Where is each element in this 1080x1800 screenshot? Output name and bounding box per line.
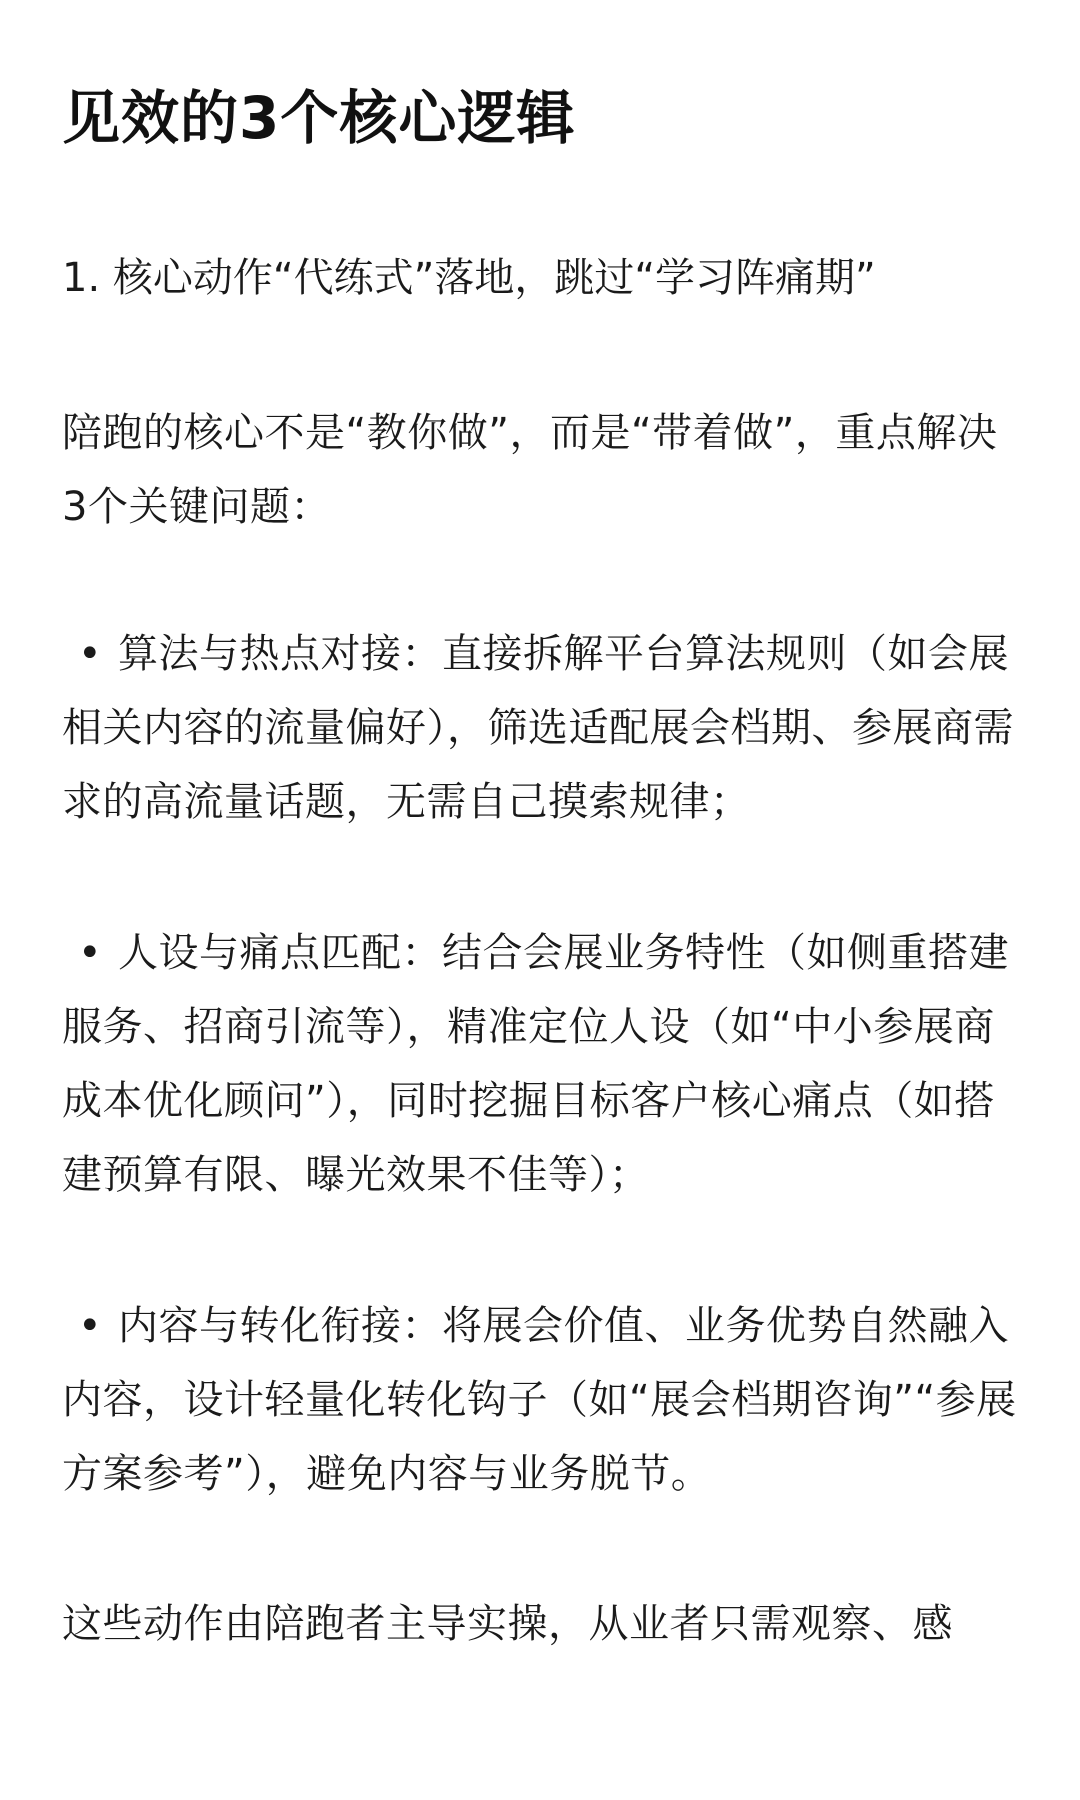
- section-heading: 1. 核心动作“代练式”落地，跳过“学习阵痛期”: [62, 255, 876, 301]
- closing-paragraph: 这些动作由陪跑者主导实操，从业者只需观察、感: [62, 1601, 953, 1647]
- bullet-marker: •: [77, 1303, 103, 1349]
- bullet-item-persona: [62, 916, 1022, 1212]
- bullet-text: 算法与热点对接：直接拆解平台算法规则（如会展相关内容的流量偏好），筛选适配展会档期、参展商需求的高流量话题，无需自己摸索规律；: [62, 631, 1014, 825]
- bullet-item-algorithm: [62, 617, 1022, 839]
- bullet-item-conversion: [62, 1289, 1022, 1511]
- article-title: 见效的3个核心逻辑: [62, 84, 576, 152]
- bullet-marker: •: [77, 631, 103, 677]
- bullet-text: 内容与转化衔接：将展会价值、业务优势自然融入内容，设计轻量化转化钩子（如“展会档期咨询”“参展方案参考”），避免内容与业务脱节。: [62, 1303, 1017, 1497]
- bullet-text: 人设与痛点匹配：结合会展业务特性（如侧重搭建服务、招商引流等），精准定位人设（如“中小参展商成本优化顾问”），同时挖掘目标客户核心痛点（如搭建预算有限、曝光效果不佳等）；: [62, 930, 1009, 1198]
- intro-paragraph: 陪跑的核心不是“教你做”，而是“带着做”，重点解决3个关键问题：: [62, 410, 998, 530]
- bullet-marker: •: [77, 930, 103, 976]
